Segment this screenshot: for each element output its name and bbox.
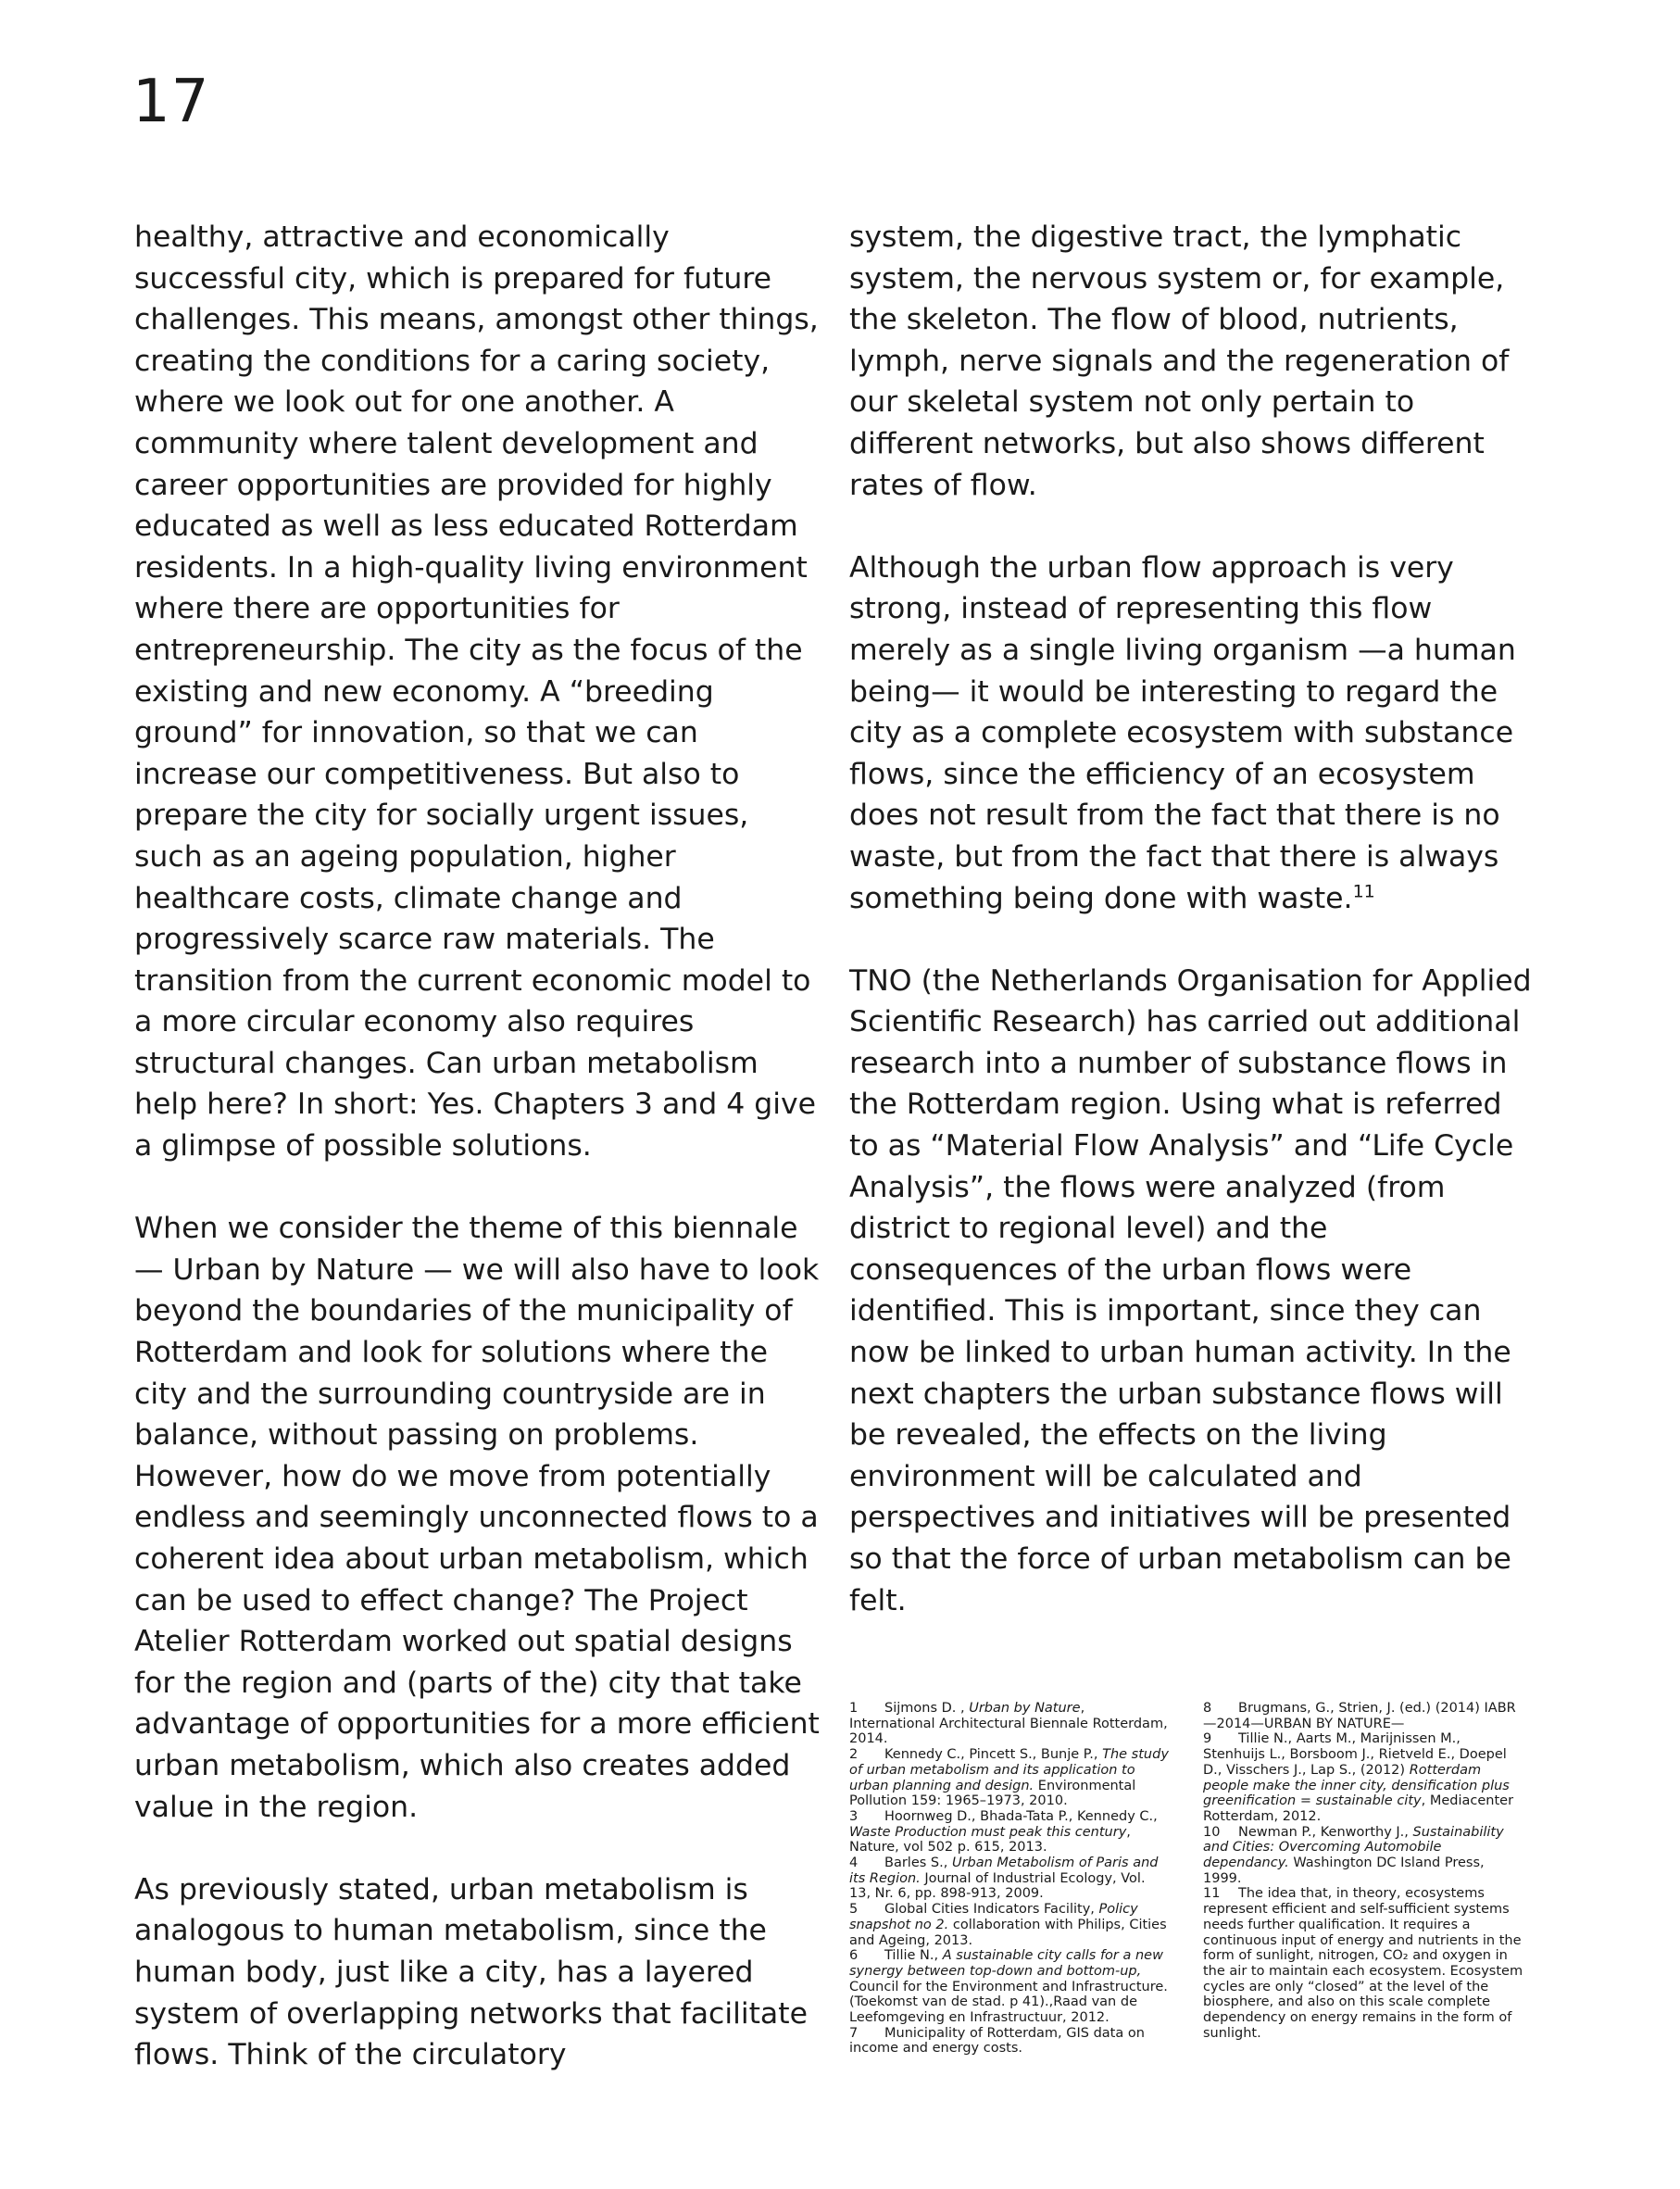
body-paragraph: As previously stated, urban metabolism is analogous to human metabolism, since the human body, just like a city, has a layered system of overlapping networks that facilitate flows. Think of the circulatory bbox=[134, 1872, 808, 2072]
footnote-text: Municipality of Rotterdam, GIS data on income and energy costs. bbox=[849, 2025, 1145, 2057]
footnote-text: Barles S., bbox=[884, 1856, 952, 1871]
body-paragraph: When we consider the theme of this biennale — Urban by Nature — we will also have to look beyond the boundaries of the municipality of Rotterdam and look for solutions where the city and the surrounding countryside are in balance, without passing on problems. However, how do we move from potentially endless and seemingly unconnected flows to a coherent idea about urban metabolism, which can be used to effect change? The Project Atelier Rotterdam worked out spatial designs for the region and (parts of the) city that take advantage of opportunities for a more efficient urban metabolism, which also creates added value in the region. bbox=[134, 1212, 820, 1824]
footnote-text: The idea that, in theory, ecosystems represent efficient and self-sufficient systems needs further qualification. It requires a continuous input of energy and nutrients in the form of sunlight, nitrogen, CO₂ and oxygen in the air to maintain each ecosystem. Ecosystem cycles are only “closed” at the level of the biosphere, and also on this scale complete dependency on energy remains in the form of sunlight. bbox=[1203, 1886, 1523, 2041]
footnote-title: Waste Production must peak this century bbox=[849, 1824, 1127, 1840]
footnote-number: 4 bbox=[849, 1856, 859, 1871]
footnote bbox=[849, 1948, 1170, 2026]
footnote-title: A sustainable city calls for a new synergy between top-down and bottom-up, bbox=[849, 1948, 1163, 1979]
footnote-title: Sustainability and Cities: Overcoming Automobile dependancy. bbox=[1203, 1824, 1504, 1871]
footnote-number: 10 bbox=[1203, 1824, 1221, 1840]
footnote-text: collaboration with Philips, Cities and Ageing, 2013. bbox=[849, 1917, 1167, 1948]
body-paragraph bbox=[849, 547, 1539, 919]
footnote bbox=[849, 1809, 1170, 1856]
footnote-reference[interactable]: 11 bbox=[1352, 881, 1375, 901]
footnotes-column-1 bbox=[849, 1701, 1170, 2057]
footnote-text: Brugmans, G., Strien, J. (ed.) (2014) IABR—2014—URBAN BY NATURE— bbox=[1203, 1701, 1516, 1731]
footnote bbox=[849, 2026, 1170, 2057]
footnote-title: Urban Metabolism of Paris and its Region. bbox=[849, 1856, 1159, 1886]
footnote-number: 9 bbox=[1203, 1731, 1212, 1747]
footnote-text: , International Architectural Biennale Rotterdam, 2014. bbox=[849, 1701, 1168, 1747]
left-column bbox=[134, 217, 821, 2076]
footnote bbox=[849, 1856, 1170, 1902]
footnote-text: Sijmons D. , bbox=[884, 1701, 970, 1716]
footnote-number: 5 bbox=[849, 1902, 859, 1918]
footnote bbox=[1203, 1701, 1523, 1731]
footnote bbox=[849, 1701, 1170, 1747]
body-paragraph-text: Although the urban flow approach is very strong, instead of representing this flow merely as a single living organism —a human being— it would be interesting to regard the city as a complete ecosystem with substance flows, since the efficiency of an ecosystem does not result from the fact that there is no waste, but from the fact that there is always something being done with waste. bbox=[849, 550, 1516, 915]
right-column bbox=[849, 217, 1539, 1621]
footnote-text: Hoornweg D., Bhada-Tata P., Kennedy C., bbox=[884, 1808, 1158, 1824]
footnote-number: 8 bbox=[1203, 1701, 1212, 1716]
body-paragraph: TNO (the Netherlands Organisation for Applied Scientific Research) has carried out additional research into a number of substance flows in the Rotterdam region. Using what is referred to as “Material Flow Analysis” and “Life Cycle Analysis”, the flows were analyzed (from district to regional level) and the consequences of the urban flows were identified. This is important, since they can now be linked to urban human activity. In the next chapters the urban substance flows will be revealed, the effects on the living environment will be calculated and perspectives and initiatives will be presented so that the force of urban metabolism can be felt. bbox=[849, 963, 1532, 1617]
footnote-number: 1 bbox=[849, 1701, 859, 1716]
footnote-number: 7 bbox=[849, 2025, 859, 2041]
footnote-number: 6 bbox=[849, 1948, 859, 1964]
footnote-number: 3 bbox=[849, 1808, 859, 1824]
footnote-text: Journal of Industrial Ecology, Vol. 13, Nr. 6, pp. 898-913, 2009. bbox=[849, 1870, 1146, 1902]
footnote-text: Newman P., Kenworthy J., bbox=[1238, 1824, 1413, 1840]
footnote-text: , Mediacenter Rotterdam, 2012. bbox=[1203, 1793, 1514, 1824]
footnote bbox=[1203, 1731, 1523, 1824]
footnote-text: Kennedy C., Pincett S., Bunje P., bbox=[884, 1747, 1103, 1763]
footnote-text: Global Cities Indicators Facility, bbox=[884, 1902, 1099, 1918]
footnote-text: Tillie N., Aarts M., Marijnissen M., Stenhuijs L., Borsboom J., Rietveld E., Doepel D., Visschers J., Lap S., (2012) bbox=[1203, 1731, 1507, 1778]
footnote bbox=[1203, 1886, 1523, 2041]
footnote bbox=[849, 1747, 1170, 1809]
footnote-text: , Nature, vol 502 p. 615, 2013. bbox=[849, 1824, 1131, 1856]
body-paragraph: system, the digestive tract, the lymphatic system, the nervous system or, for example, the skeleton. The flow of blood, nutrients, lymph, nerve signals and the regeneration of our skeletal system not only pertain to different networks, but also shows different rates of flow. bbox=[849, 220, 1510, 502]
footnote bbox=[849, 1902, 1170, 1948]
footnote-text: Council for the Environment and Infrastructure. (Toekomst van de stad. p 41).,Raad van de Leefomgeving en Infrastructuur, 2012. bbox=[849, 1979, 1168, 2026]
footnote-number: 2 bbox=[849, 1747, 859, 1763]
page-number: 17 bbox=[132, 68, 210, 136]
footnote-number: 11 bbox=[1203, 1886, 1221, 1902]
footnote-text: Washington DC Island Press, 1999. bbox=[1203, 1856, 1485, 1886]
footnote bbox=[1203, 1825, 1523, 1887]
footnote-title: Policy snapshot no 2. bbox=[849, 1902, 1138, 1932]
footnote-title: The study of urban metabolism and its application to urban planning and design. bbox=[849, 1747, 1169, 1793]
footnote-title: Rotterdam people make the inner city, densification plus greenification = sustainable city bbox=[1203, 1762, 1510, 1809]
footnotes-column-2 bbox=[1203, 1701, 1523, 2041]
footnote-text: Tillie N., bbox=[884, 1948, 943, 1964]
footnote-text: Environmental Pollution 159: 1965–1973, 2010. bbox=[849, 1778, 1136, 1809]
body-paragraph: healthy, attractive and economically successful city, which is prepared for future challenges. This means, amongst other things, creating the conditions for a caring society, where we look out for one another. A community where talent development and career opportunities are provided for highly educated as well as less educated Rotterdam residents. In a high-quality living environment where there are opportunities for entrepreneurship. The city as the focus of the existing and new economy. A “breeding ground” for innovation, so that we can increase our competitiveness. But also to prepare the city for socially urgent issues, such as an ageing population, higher healthcare costs, climate change and progressively scarce raw materials. The transition from the current economic model to a more circular economy also requires structural changes. Can urban metabolism help here? In short: Yes. Chapters 3 and 4 give a glimpse of possible solutions. bbox=[134, 220, 819, 1164]
footnote-title: Urban by Nature bbox=[969, 1701, 1081, 1716]
